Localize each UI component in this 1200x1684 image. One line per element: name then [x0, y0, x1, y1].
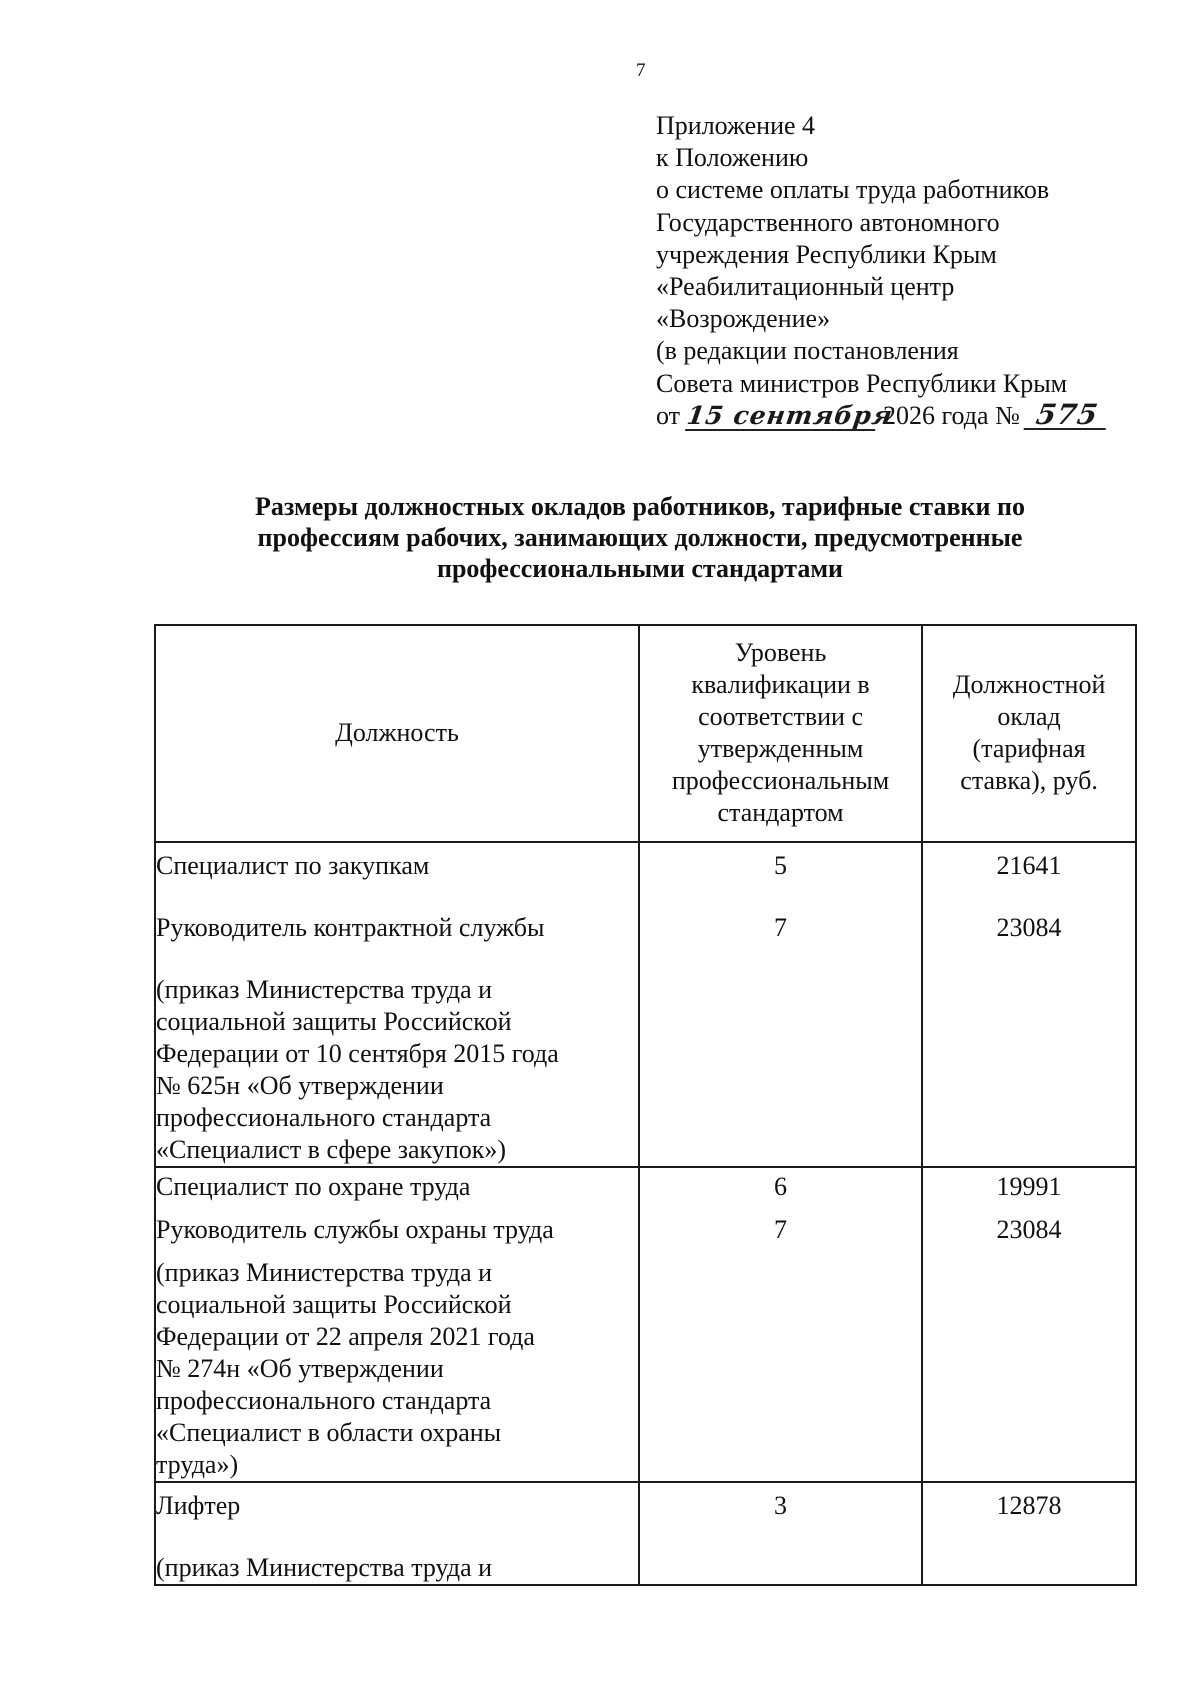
header-level: Уровень квалификации в соответствии с утвержденным профессиональным стандартом	[639, 625, 922, 842]
title-line: Размеры должностных окладов работников, тарифные ставки по	[255, 492, 1025, 521]
position-name: Руководитель контрактной службы	[156, 913, 545, 942]
qualification-level: 6	[774, 1172, 788, 1201]
appendix-line: к Положению	[656, 143, 809, 173]
position-name: Лифтер	[156, 1491, 241, 1520]
position-name: Специалист по охране труда	[156, 1172, 471, 1201]
level-cell	[639, 842, 922, 1167]
handwritten-number: 575	[1024, 402, 1111, 430]
salary-cell	[922, 842, 1136, 1167]
salary-value: 12878	[996, 1491, 1062, 1520]
table-row	[155, 1482, 1136, 1585]
appendix-line: (в редакции постановления	[656, 336, 959, 366]
regulation-reference: (приказ Министерства труда и социальной защиты Российской Федерации от 10 сентября 2015 года № 625н «Об утверждении профессионального стандарта «Специалист в сфере закупок»)	[156, 975, 559, 1164]
qualification-level: 7	[774, 913, 788, 942]
table-row	[155, 842, 1136, 1167]
table-row	[155, 1167, 1136, 1482]
appendix-line: Приложение 4	[656, 111, 816, 140]
date-prefix: от	[656, 400, 681, 430]
position-name: Руководитель службы охраны труда	[156, 1215, 554, 1244]
title-line: профессиональными стандартами	[436, 554, 844, 583]
salary-table	[154, 624, 1137, 1586]
position-name: Специалист по закупкам	[156, 851, 430, 880]
qualification-level: 7	[774, 1215, 788, 1244]
page-number: 7	[636, 60, 646, 81]
resolution-date-line	[656, 397, 1176, 432]
appendix-line: учреждения Республики Крым	[656, 239, 997, 269]
appendix-line: Государственного автономного	[656, 207, 1000, 237]
appendix-line: Совета министров Республики Крым	[656, 368, 1068, 398]
header-position: Должность	[155, 625, 639, 842]
salary-cell	[922, 1167, 1136, 1482]
title-line: профессиям рабочих, занимающих должности, предусмотренные	[257, 523, 1023, 552]
appendix-block	[656, 110, 1176, 432]
appendix-line: «Реабилитационный центр	[656, 272, 955, 302]
position-cell	[155, 1167, 639, 1482]
qualification-level: 3	[774, 1491, 788, 1520]
year-label: 2026 года №	[883, 400, 1020, 430]
qualification-level: 5	[774, 851, 788, 880]
appendix-line: «Возрождение»	[656, 304, 831, 334]
document-title	[140, 491, 1140, 584]
salary-cell	[922, 1482, 1136, 1585]
handwritten-date: 15 сентября	[684, 400, 895, 430]
salary-value: 23084	[996, 913, 1062, 942]
regulation-reference: (приказ Министерства труда и	[156, 1553, 493, 1582]
level-cell	[639, 1482, 922, 1585]
table-header-row	[155, 625, 1136, 842]
salary-value: 19991	[996, 1172, 1062, 1201]
salary-value: 21641	[996, 851, 1062, 880]
header-salary: Должностной оклад (тарифная ставка), руб.	[922, 625, 1136, 842]
appendix-line: о системе оплаты труда работников	[656, 175, 1050, 205]
regulation-reference: (приказ Министерства труда и социальной защиты Российской Федерации от 22 апреля 2021 года № 274н «Об утверждении профессионального стандарта «Специалист в области охраны труда»)	[156, 1258, 535, 1479]
level-cell	[639, 1167, 922, 1482]
salary-value: 23084	[996, 1215, 1062, 1244]
position-cell	[155, 842, 639, 1167]
position-cell	[155, 1482, 639, 1585]
